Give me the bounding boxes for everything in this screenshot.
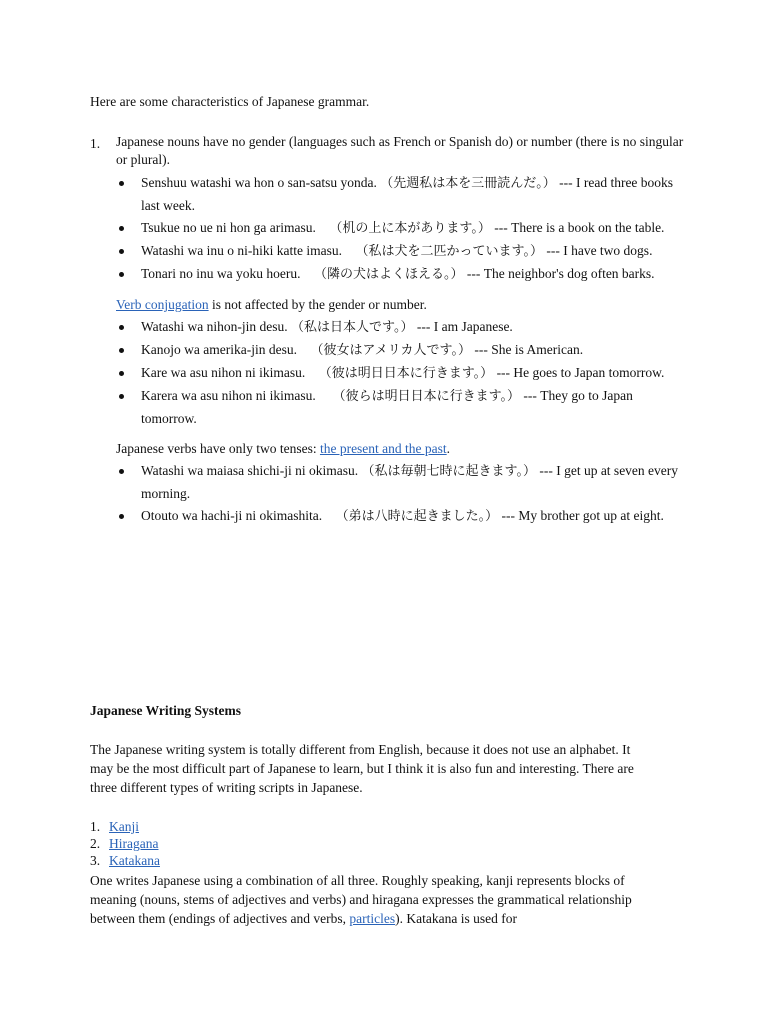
tense-examples	[116, 460, 690, 528]
romaji-text: Watashi wa maiasa shichi-ji ni okimasu.	[141, 463, 359, 478]
romaji-text: Watashi wa inu o ni-hiki katte imasu.	[141, 243, 342, 258]
combination-paragraph	[90, 871, 660, 928]
katakana-link[interactable]: Katakana	[109, 853, 160, 868]
japanese-text: （私は犬を二匹かっています。）	[355, 244, 543, 259]
romaji-text: Kanojo wa amerika-jin desu.	[141, 342, 297, 357]
list-item	[116, 217, 690, 240]
list-item	[90, 818, 160, 835]
romaji-text: Watashi wa nihon-jin desu.	[141, 319, 288, 334]
list-item	[116, 316, 690, 339]
combination-text-end: ). Katakana is used for	[395, 911, 517, 926]
romaji-text: Karera wa asu nihon ni ikimasu.	[141, 388, 316, 403]
english-text: --- I get up at seven every morning.	[141, 463, 679, 501]
romaji-text: Otouto wa hachi-ji ni okimashita.	[141, 508, 323, 523]
tenses-note-text: Japanese verbs have only two tenses:	[116, 441, 320, 456]
japanese-text: （机の上に本があります。）	[329, 221, 491, 236]
list-item	[116, 240, 690, 263]
list-item	[116, 385, 690, 430]
english-text: --- The neighbor's dog often barks.	[466, 266, 655, 281]
list-number: 2.	[90, 836, 101, 851]
particles-link[interactable]: particles	[349, 911, 396, 926]
japanese-text: （弟は八時に起きました。）	[335, 509, 499, 524]
list-item	[116, 263, 690, 286]
list-number: 1.	[90, 136, 101, 151]
romaji-text: Senshuu watashi wa hon o san-satsu yonda.	[141, 175, 377, 190]
kanji-link[interactable]: Kanji	[109, 819, 139, 834]
japanese-text: （私は日本人です。）	[291, 320, 414, 335]
list-item	[116, 339, 690, 362]
english-text: --- I read three books last week.	[141, 175, 674, 213]
english-text: --- I have two dogs.	[546, 243, 653, 258]
japanese-text: （彼らは明日日本に行きます。）	[332, 389, 521, 404]
japanese-text: （隣の犬はよくほえる。）	[314, 267, 464, 282]
present-past-link[interactable]: the present and the past	[319, 441, 447, 456]
scripts-list	[90, 818, 160, 869]
list-item	[116, 460, 690, 505]
english-text: --- There is a book on the table.	[494, 220, 665, 235]
japanese-text: （先週私は本を三冊読んだ。）	[380, 176, 556, 191]
intro-text: Here are some characteristics of Japanese grammar.	[90, 94, 370, 109]
list-item	[90, 852, 160, 869]
list-item	[116, 505, 690, 528]
list-item-text: Japanese nouns have no gender (languages such as French or Spanish do) or number (there is no singular or plural).	[116, 134, 684, 167]
english-text: --- She is American.	[474, 342, 584, 357]
section-heading: Japanese Writing Systems	[90, 703, 242, 718]
conjugation-note-text: is not affected by the gender or number.	[208, 297, 427, 312]
list-number: 1.	[90, 819, 101, 834]
verb-conjugation-link[interactable]: Verb conjugation	[116, 297, 209, 312]
japanese-text: （彼は明日日本に行きます。）	[318, 366, 494, 381]
hiragana-link[interactable]: Hiragana	[109, 836, 159, 851]
list-number: 3.	[90, 853, 101, 868]
japanese-text: （彼女はアメリカ人です。）	[310, 343, 472, 358]
romaji-text: Tsukue no ue ni hon ga arimasu.	[141, 220, 316, 235]
romaji-text: Tonari no inu wa yoku hoeru.	[141, 266, 301, 281]
conjugation-examples	[116, 316, 690, 430]
english-text: --- I am Japanese.	[416, 319, 513, 334]
noun-examples	[116, 172, 690, 286]
combination-text: One writes Japanese using a combination of all three. Roughly speaking, kanji represents blocks of meaning (nouns, stems of adjectives and verbs) and hiragana expresses the grammatical relationship between them (endings of adjectives and verbs,	[90, 873, 632, 926]
grammar-list	[90, 133, 690, 528]
list-item	[90, 835, 160, 852]
english-text: --- My brother got up at eight.	[501, 508, 664, 523]
romaji-text: Kare wa asu nihon ni ikimasu.	[141, 365, 306, 380]
tenses-note-end: .	[446, 441, 451, 456]
conjugation-note	[116, 296, 690, 314]
japanese-text: （私は毎朝七時に起きます。）	[361, 464, 536, 479]
english-text: --- He goes to Japan tomorrow.	[496, 365, 665, 380]
writing-system-paragraph: The Japanese writing system is totally different from English, because it does not use an alphabet. It may be the most difficult part of Japanese to learn, but I think it is also fun and interesting. There are three different types of writing scripts in Japanese.	[90, 742, 634, 795]
list-item	[116, 362, 690, 385]
english-text: --- They go to Japan tomorrow.	[141, 388, 633, 426]
list-item	[116, 172, 690, 217]
tenses-note	[116, 440, 690, 458]
